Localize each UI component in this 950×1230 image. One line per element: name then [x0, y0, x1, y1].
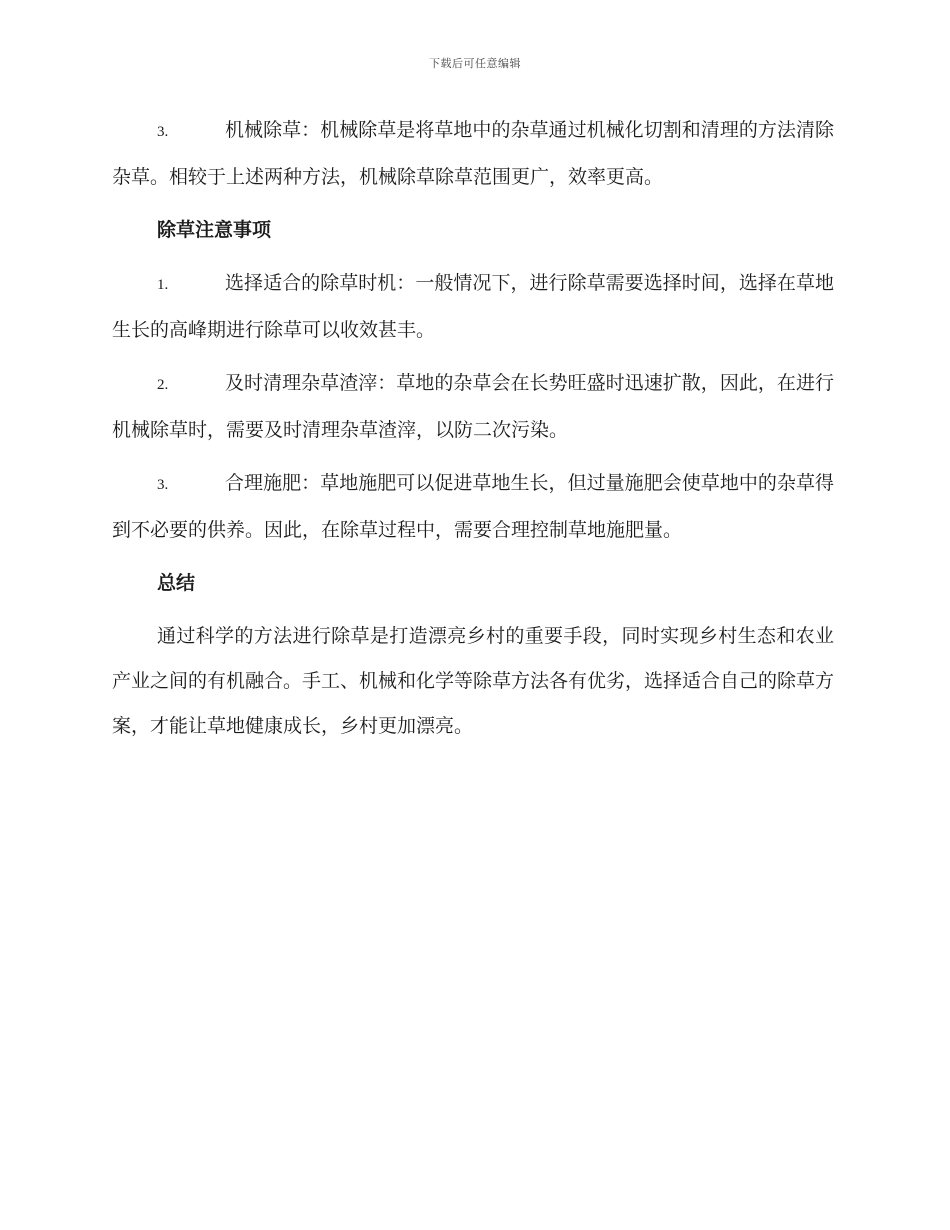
list-number: 2. — [157, 377, 169, 393]
section-heading-notes: 除草注意事项 — [157, 219, 272, 241]
list-item-text: 选择适合的除草时机：一般情况下，进行除草需要选择时间，选择在草地生长的高峰期进行除草可以收效甚丰。 — [112, 272, 834, 341]
section-heading-summary: 总结 — [157, 572, 196, 594]
document-body — [112, 108, 834, 749]
note-item-2 — [112, 361, 834, 453]
note-item-3 — [112, 461, 834, 553]
summary-paragraph: 通过科学的方法进行除草是打造漂亮乡村的重要手段，同时实现乡村生态和农业产业之间的有机融合。手工、机械和化学等除草方法各有优劣，选择适合自己的除草方案，才能让草地健康成长，乡村更加漂亮。 — [112, 625, 835, 737]
list-item-text: 及时清理杂草渣滓：草地的杂草会在长势旺盛时迅速扩散，因此，在进行机械除草时，需要及时清理杂草渣滓，以防二次污染。 — [112, 372, 834, 441]
list-number: 3. — [157, 477, 169, 493]
note-item-1 — [112, 261, 834, 353]
method-item-3 — [112, 108, 834, 200]
page-header-note: 下载后可任意编辑 — [429, 57, 521, 70]
list-item-text: 合理施肥：草地施肥可以促进草地生长，但过量施肥会使草地中的杂草得到不必要的供养。因此，在除草过程中，需要合理控制草地施肥量。 — [112, 472, 834, 541]
list-item-text: 机械除草：机械除草是将草地中的杂草通过机械化切割和清理的方法清除杂草。相较于上述两种方法，机械除草除草范围更广，效率更高。 — [112, 119, 834, 188]
list-number: 3. — [157, 124, 169, 140]
list-number: 1. — [157, 277, 169, 293]
